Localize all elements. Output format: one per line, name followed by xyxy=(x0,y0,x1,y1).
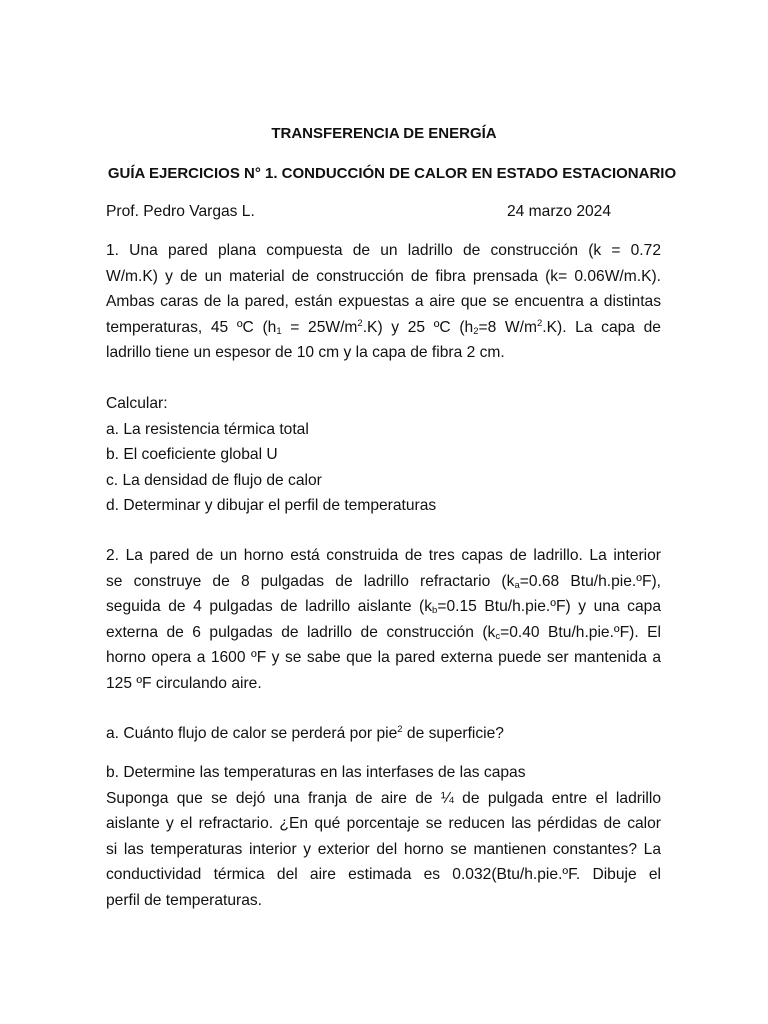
superscript: 2 xyxy=(397,724,403,735)
superscript: 2 xyxy=(536,317,543,329)
superscript: 2 xyxy=(357,317,363,329)
text-fragment: temperaturas, 45 ºC (h xyxy=(106,318,277,336)
paragraph-line: ladrillo tiene un espesor de 10 cm y la capa de fibra 2 cm. xyxy=(106,344,505,362)
text-fragment: =0.40 Btu/h.pie.ºF). El xyxy=(500,623,661,641)
document-subtitle: GUÍA EJERCICIOS N° 1. CONDUCCIÓN DE CALOR EN ESTADO ESTACIONARIO xyxy=(107,165,677,182)
question-item xyxy=(106,721,661,747)
text-fragment: = 25W/m xyxy=(281,318,358,336)
text-fragment: se construye de 8 pulgadas de ladrillo refractario (k xyxy=(106,572,515,590)
author-line xyxy=(106,203,626,221)
text-fragment: .K). La capa de xyxy=(542,318,661,336)
calculate-label: Calcular: xyxy=(106,395,168,412)
text-fragment: =8 W/m xyxy=(478,318,537,336)
paragraph-line: conductividad térmica del aire estimada es 0.032(Btu/h.pie.ºF. Dibuje el xyxy=(106,866,661,884)
exercise-2-question-b xyxy=(106,760,661,914)
paragraph-line: Ambas caras de la pared, están expuestas a aire que se encuentra a distintas xyxy=(106,293,661,311)
exercise-2-statement xyxy=(106,543,661,697)
subscript: 1 xyxy=(276,325,282,337)
text-fragment: .K) y 25 ºC (h xyxy=(362,318,474,336)
subscript: 2 xyxy=(473,325,479,337)
exercise-1-statement xyxy=(106,238,661,366)
paragraph-line: Suponga que se dejó una franja de aire de ¼ de pulgada entre el ladrillo xyxy=(106,789,661,807)
paragraph-line xyxy=(106,620,661,646)
professor-name: Prof. Pedro Vargas L. xyxy=(106,203,255,220)
paragraph-line: 2. La pared de un horno está construida de tres capas de ladrillo. La interior xyxy=(106,547,661,564)
subscript: b xyxy=(432,605,438,617)
text-fragment: a. Cuánto flujo de calor se perderá por pie xyxy=(106,725,398,742)
text-fragment: =0.68 Btu/h.pie.ºF), xyxy=(519,572,661,590)
question-item: b. Determine las temperaturas en las interfases de las capas xyxy=(106,764,526,781)
question-item: d. Determinar y dibujar el perfil de temperaturas xyxy=(106,497,437,515)
document-title: TRANSFERENCIA DE ENERGÍA xyxy=(271,125,497,142)
text-fragment: externa de 6 pulgadas de ladrillo de construcción (k xyxy=(106,623,496,641)
question-item: c. La densidad de flujo de calor xyxy=(106,471,322,489)
text-fragment: seguida de 4 pulgadas de ladrillo aislante (k xyxy=(106,598,433,616)
text-fragment: =0.15 Btu/h.pie.ºF) y una capa xyxy=(437,598,661,616)
paragraph-line xyxy=(106,569,661,595)
paragraph-line: perfil de temperaturas. xyxy=(106,891,263,909)
text-fragment: de superficie? xyxy=(402,725,504,742)
exercise-1-questions xyxy=(106,391,661,519)
subscript: a xyxy=(514,579,520,591)
exercise-2-question-a xyxy=(106,721,661,747)
paragraph-line: 125 ºF circulando aire. xyxy=(106,674,262,692)
paragraph-line: si las temperaturas interior y exterior del horno se mantienen constantes? La xyxy=(106,840,661,858)
subscript: c xyxy=(495,630,501,642)
document-date: 24 marzo 2024 xyxy=(507,203,612,220)
paragraph-line xyxy=(106,315,661,341)
paragraph-line: aislante y el refractario. ¿En qué porcentaje se reducen las pérdidas de calor xyxy=(106,815,661,833)
paragraph-line: W/m.K) y de un material de construcción de fibra prensada (k= 0.06W/m.K). xyxy=(106,267,661,285)
paragraph-line xyxy=(106,594,661,620)
paragraph-line: 1. Una pared plana compuesta de un ladrillo de construcción (k = 0.72 xyxy=(106,242,661,259)
paragraph-line: horno opera a 1600 ºF y se sabe que la pared externa puede ser mantenida a xyxy=(106,649,661,667)
question-item: a. La resistencia térmica total xyxy=(106,420,309,438)
question-item: b. El coeficiente global U xyxy=(106,446,278,464)
